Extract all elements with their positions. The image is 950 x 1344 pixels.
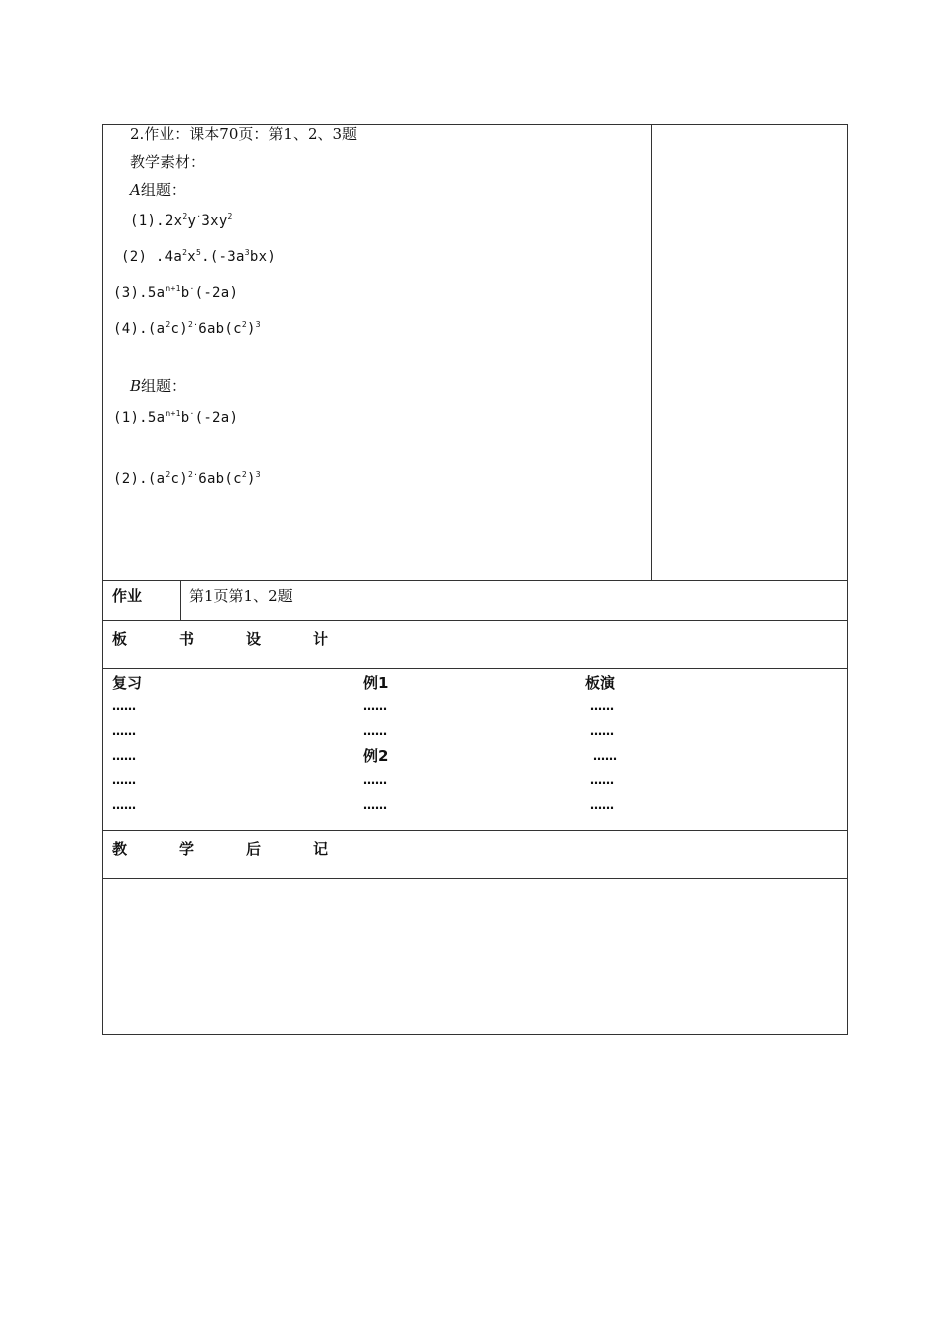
group-b-question-2: $(2).(a^2c)^{2\cdot}6ab(c^2)^3$ — [113, 470, 261, 487]
homework-row-content: 第1页第1、2题 — [189, 587, 293, 605]
example-dots-4: …… — [363, 798, 387, 812]
group-b-heading — [130, 377, 186, 395]
homework-row-label: 作业 — [112, 587, 143, 605]
example-dots-1: …… — [363, 699, 387, 713]
example-dots-2: …… — [363, 724, 387, 738]
group-a-question-3: $(3).5a^{n+1}b^\cdot(-2a)$ — [113, 284, 239, 301]
board-design-heading: 板 书 设 计 — [112, 630, 329, 648]
practice-dots-2: …… — [590, 724, 614, 738]
group-a-heading — [130, 181, 186, 199]
group-a-question-1: $(1).2x^2y^\cdot 3xy^2$ — [130, 212, 233, 229]
review-dots-2: …… — [112, 724, 136, 738]
homework-assignment-line: 2.作业：课本70页：第1、2、3题 — [130, 125, 358, 143]
row-divider-2 — [102, 620, 848, 621]
practice-dots-3: …… — [593, 749, 617, 763]
board-practice-title: 板演 — [585, 674, 616, 692]
review-column-title: 复习 — [112, 674, 143, 692]
example-1-title: 例1 — [363, 674, 389, 692]
review-dots-5: …… — [112, 798, 136, 812]
group-b-letter: B — [130, 377, 142, 395]
group-b-question-1: $(1).5a^{n+1}b^\cdot(-2a)$ — [113, 409, 239, 426]
group-a-question-4: $(4).(a^2c)^{2\cdot}6ab(c^2)^3$ — [113, 320, 261, 337]
table-bottom-border — [102, 1034, 848, 1035]
practice-dots-1: …… — [590, 699, 614, 713]
practice-dots-4: …… — [590, 773, 614, 787]
review-dots-4: …… — [112, 773, 136, 787]
example-2-title: 例2 — [363, 747, 389, 765]
review-dots-1: …… — [112, 699, 136, 713]
example-dots-3: …… — [363, 773, 387, 787]
group-a-label: 组题： — [140, 181, 186, 199]
group-a-question-2: (2) $.4a^2x^5.(-3a^3bx)$ — [121, 248, 277, 265]
group-b-label: 组题： — [141, 377, 187, 395]
row-divider-4 — [102, 830, 848, 831]
teaching-materials-label: 教学素材： — [130, 153, 206, 171]
top-cell-divider — [651, 124, 652, 581]
reflection-notes-area — [103, 879, 847, 1034]
teaching-reflection-heading: 教 学 后 记 — [112, 840, 329, 858]
row-divider-1 — [102, 580, 848, 581]
group-a-letter: A — [130, 181, 141, 199]
homework-label-divider — [180, 580, 181, 620]
row-divider-3 — [102, 668, 848, 669]
practice-dots-5: …… — [590, 798, 614, 812]
review-dots-3: …… — [112, 749, 136, 763]
